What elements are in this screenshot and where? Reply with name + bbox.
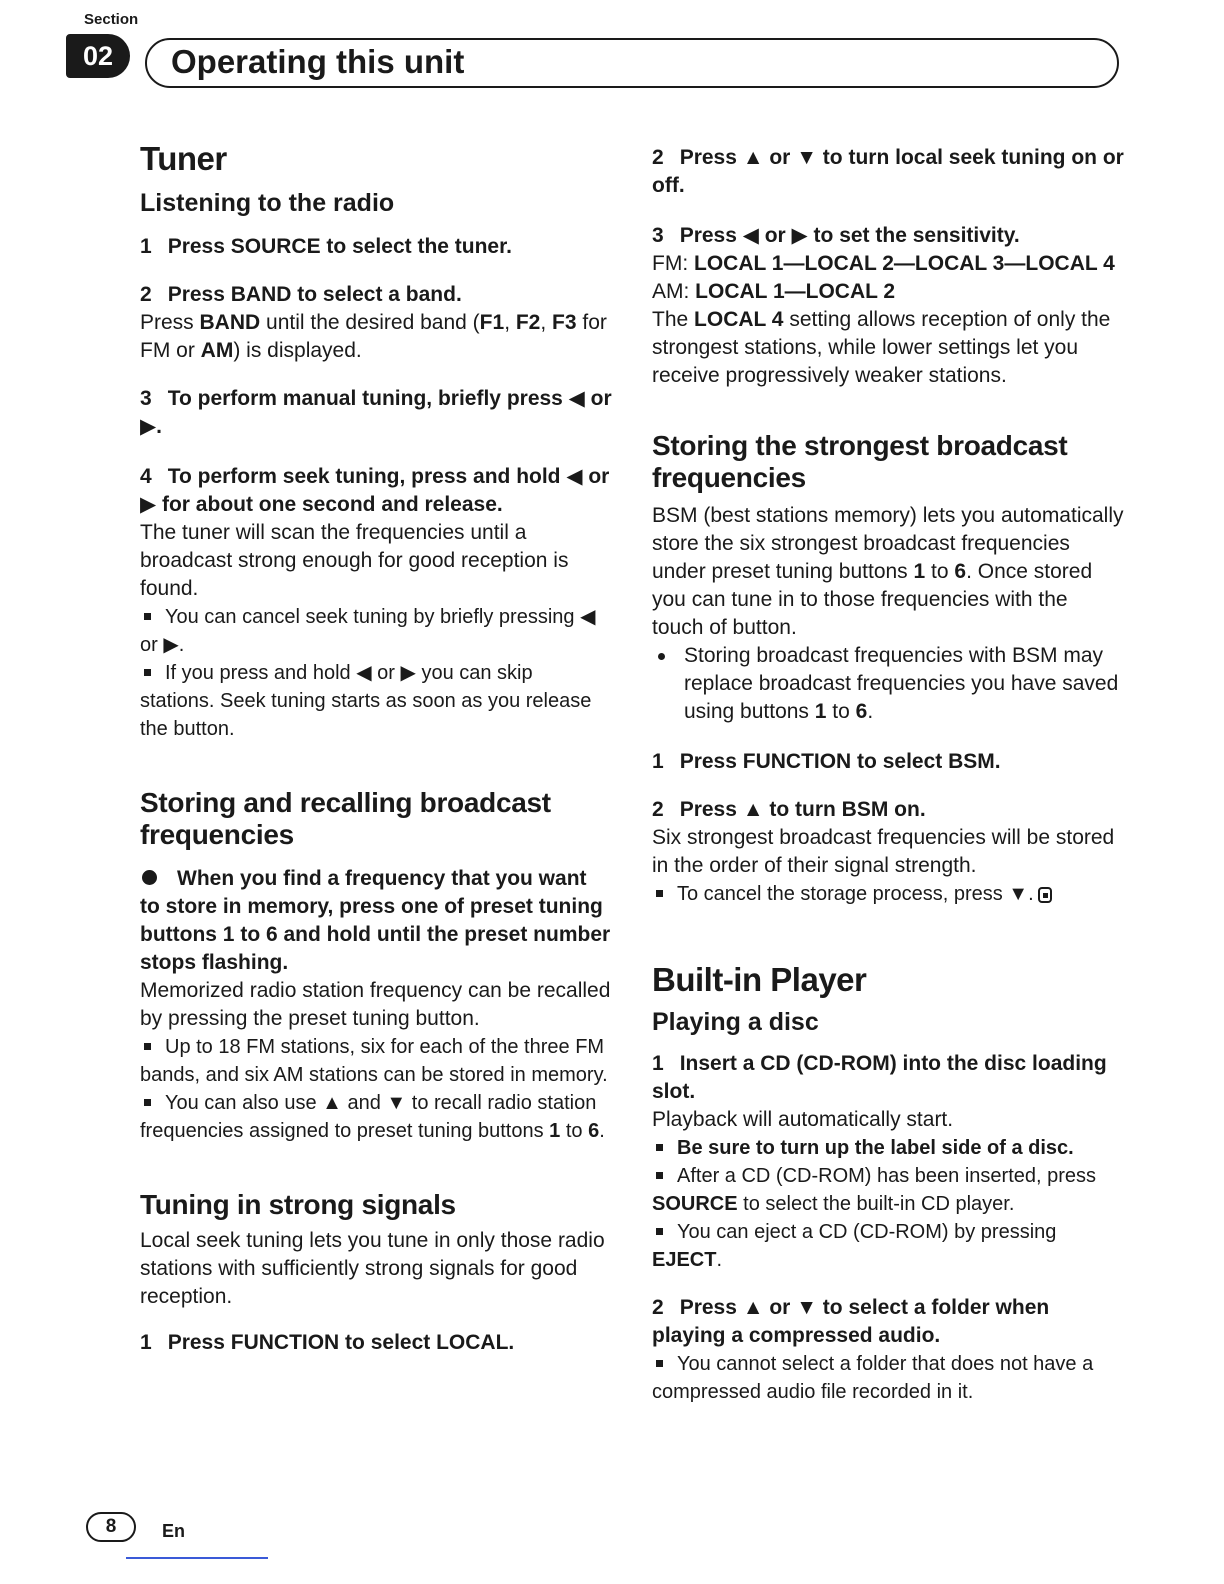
text-run: for FM or xyxy=(140,311,607,362)
square-bullet-icon xyxy=(656,1172,663,1179)
step-text: When you find a frequency that you want to store in memory, press one of preset tuning buttons 1 to 6 and hold until the preset number stops flashing. xyxy=(140,867,611,974)
bsm-warning-bullet xyxy=(652,642,1124,726)
step-3-sensitivity xyxy=(652,222,1124,250)
square-bullet-icon xyxy=(656,1144,663,1151)
note-press-source xyxy=(652,1162,1124,1218)
text-run: 1 xyxy=(814,700,827,723)
text-run: to xyxy=(560,1120,589,1142)
text-run: 6 xyxy=(855,700,868,723)
text-run: Press xyxy=(140,311,200,334)
footer-rule xyxy=(126,1557,268,1559)
note-text: Up to 18 FM stations, six for each of the three FM bands, and six AM stations can be stored in memory. xyxy=(140,1036,608,1086)
text-run: 6 xyxy=(588,1120,600,1142)
note-eject xyxy=(652,1218,1124,1274)
step-text: To perform manual tuning, briefly press ◀ or ▶. xyxy=(140,387,612,438)
step-text: Press ▲ or ▼ to select a folder when playing a compressed audio. xyxy=(652,1296,1050,1347)
end-of-section-icon xyxy=(1038,887,1052,903)
step-text: Press ▲ to turn BSM on. xyxy=(679,798,926,821)
step-number: 1 xyxy=(652,1052,664,1075)
strong-description: Local seek tuning lets you tune in only those radio stations with sufficiently strong signals for good reception. xyxy=(140,1229,605,1308)
step-text: Insert a CD (CD-ROM) into the disc loading slot. xyxy=(652,1052,1107,1103)
step-number: 3 xyxy=(652,224,664,247)
text-run: . xyxy=(867,700,874,723)
text-run: to xyxy=(826,700,856,723)
text-run: F3 xyxy=(552,311,577,334)
text-run: LOCAL 4 xyxy=(694,308,784,331)
note-text: You cannot select a folder that does not have a compressed audio file recorded in it. xyxy=(652,1353,1094,1403)
section-label: Section xyxy=(84,11,139,28)
text-run: AM: xyxy=(652,280,696,303)
text-run: . xyxy=(716,1249,723,1271)
note-skip-stations xyxy=(140,659,612,743)
note-text: You can eject a CD (CD-ROM) by pressing xyxy=(677,1221,1057,1243)
note-folder-limitation xyxy=(652,1350,1124,1406)
text-run: LOCAL 1—LOCAL 2 xyxy=(695,280,896,303)
square-bullet-icon xyxy=(144,1043,151,1050)
step-store-preset xyxy=(140,865,612,977)
note-text: After a CD (CD-ROM) has been inserted, press xyxy=(677,1165,1097,1187)
note-text: You can also use ▲ and ▼ to recall radio station frequencies assigned to preset tuning buttons xyxy=(140,1092,597,1142)
bsm-description xyxy=(652,502,1124,642)
step-number: 1 xyxy=(140,1331,152,1354)
step-text: Press FUNCTION to select BSM. xyxy=(679,750,1001,773)
text-run: F1 xyxy=(479,311,505,334)
heading-built-in-player: Built-in Player xyxy=(652,961,867,998)
note-cancel-seek xyxy=(140,603,612,659)
local-description xyxy=(652,306,1124,390)
step-1-function-local xyxy=(140,1329,612,1357)
note-18-stations xyxy=(140,1033,612,1089)
step-text: Press SOURCE to select the tuner. xyxy=(167,235,512,258)
playback-description: Playback will automatically start. xyxy=(652,1108,954,1131)
step-4-seek-tuning xyxy=(140,463,612,519)
text-run: , xyxy=(504,311,516,334)
note-text: If you press and hold ◀ or ▶ you can skip stations. Seek tuning starts as soon as you release the button. xyxy=(140,662,592,740)
text-run: 6 xyxy=(954,560,967,583)
square-bullet-icon xyxy=(144,1099,151,1106)
step-1-insert-cd xyxy=(652,1050,1124,1106)
chapter-title: Operating this unit xyxy=(171,43,465,80)
square-bullet-icon xyxy=(656,1360,663,1367)
text-run: until the desired band ( xyxy=(260,311,480,334)
text-run: ) is displayed. xyxy=(233,339,362,362)
step-text: Press FUNCTION to select LOCAL. xyxy=(167,1331,515,1354)
text-run: 1 xyxy=(913,560,926,583)
bsm-on-description: Six strongest broadcast frequencies will be stored in the order of their signal strength. xyxy=(652,826,1115,877)
text-run: F2 xyxy=(515,311,541,334)
step-2-band xyxy=(140,281,612,309)
step-text: Press ▲ or ▼ to turn local seek tuning on or off. xyxy=(652,146,1124,197)
text-run: . xyxy=(599,1120,605,1142)
note-text: You can cancel seek tuning by briefly pressing ◀ or ▶. xyxy=(140,606,596,656)
square-bullet-icon xyxy=(144,613,151,620)
am-sensitivity-values xyxy=(652,278,1124,306)
chapter-title-frame xyxy=(145,38,1119,88)
section-number-badge: 02 xyxy=(66,34,130,78)
heading-listening-radio: Listening to the radio xyxy=(140,189,395,217)
text-run: BAND xyxy=(199,311,261,334)
step-1-source xyxy=(140,233,612,261)
page-number: 8 xyxy=(86,1512,136,1542)
text-run: to xyxy=(925,560,955,583)
language-code: En xyxy=(162,1521,186,1541)
step-text: Press ◀ or ▶ to set the sensitivity. xyxy=(679,224,1020,247)
round-bullet-icon xyxy=(142,870,157,885)
step-number: 2 xyxy=(140,283,152,306)
text-run: SOURCE xyxy=(652,1193,738,1215)
text-run: 1 xyxy=(549,1120,561,1142)
heading-playing-disc: Playing a disc xyxy=(652,1008,819,1036)
left-column xyxy=(140,135,612,1357)
step-text: Press BAND to select a band. xyxy=(167,283,462,306)
text-run: to select the built-in CD player. xyxy=(737,1193,1015,1215)
step-number: 1 xyxy=(652,750,664,773)
step-2-local-seek xyxy=(652,144,1124,200)
step-3-manual-tuning xyxy=(140,385,612,441)
note-cancel-storage xyxy=(652,880,1124,908)
text-run: , xyxy=(540,311,553,334)
store-description: Memorized radio station frequency can be recalled by pressing the preset tuning button. xyxy=(140,979,611,1030)
note-text: To cancel the storage process, press ▼. xyxy=(677,883,1034,905)
heading-strong-signals: Tuning in strong signals xyxy=(140,1189,456,1220)
step-text: To perform seek tuning, press and hold ◀ or ▶ for about one second and release. xyxy=(140,465,610,516)
square-bullet-icon xyxy=(656,1228,663,1235)
square-bullet-icon xyxy=(144,669,151,676)
text-run: LOCAL 1—LOCAL 2—LOCAL 3—LOCAL 4 xyxy=(694,252,1115,275)
step-number: 2 xyxy=(652,798,664,821)
square-bullet-icon xyxy=(656,890,663,897)
text-run: Storing broadcast frequencies with BSM may replace broadcast frequencies you have saved using buttons xyxy=(684,644,1119,723)
text-run: FM: xyxy=(652,252,694,275)
text-run: BSM (best stations memory) lets you automatically store the six strongest broadcast frequencies under preset tuning buttons xyxy=(652,504,1124,583)
text-run: . Once stored you can tune in to those frequencies with the touch of button. xyxy=(652,560,1093,639)
text-run: AM xyxy=(200,339,234,362)
seek-description: The tuner will scan the frequencies until a broadcast strong enough for good reception is found. xyxy=(140,521,569,600)
step-number: 4 xyxy=(140,465,152,488)
step-1-function-bsm xyxy=(652,748,1124,776)
note-text: Be sure to turn up the label side of a disc. xyxy=(677,1137,1074,1159)
step-number: 1 xyxy=(140,235,152,258)
step-number: 2 xyxy=(652,1296,664,1319)
heading-storing-recalling: Storing and recalling broadcast frequencies xyxy=(140,787,551,850)
heading-tuner: Tuner xyxy=(140,140,227,177)
note-label-side xyxy=(652,1134,1124,1162)
step-number: 3 xyxy=(140,387,152,410)
text-run: setting allows reception of only the strongest stations, while lower settings let you receive progressively weaker stations. xyxy=(652,308,1111,387)
band-description xyxy=(140,309,612,365)
text-run: The xyxy=(652,308,695,331)
heading-storing-strongest: Storing the strongest broadcast frequencies xyxy=(652,430,1068,493)
fm-sensitivity-values xyxy=(652,250,1124,278)
right-column xyxy=(652,144,1124,1406)
step-2-bsm-on xyxy=(652,796,1124,824)
text-run: EJECT xyxy=(652,1249,717,1271)
step-2-select-folder xyxy=(652,1294,1124,1350)
step-number: 2 xyxy=(652,146,664,169)
note-recall-arrows xyxy=(140,1089,612,1145)
